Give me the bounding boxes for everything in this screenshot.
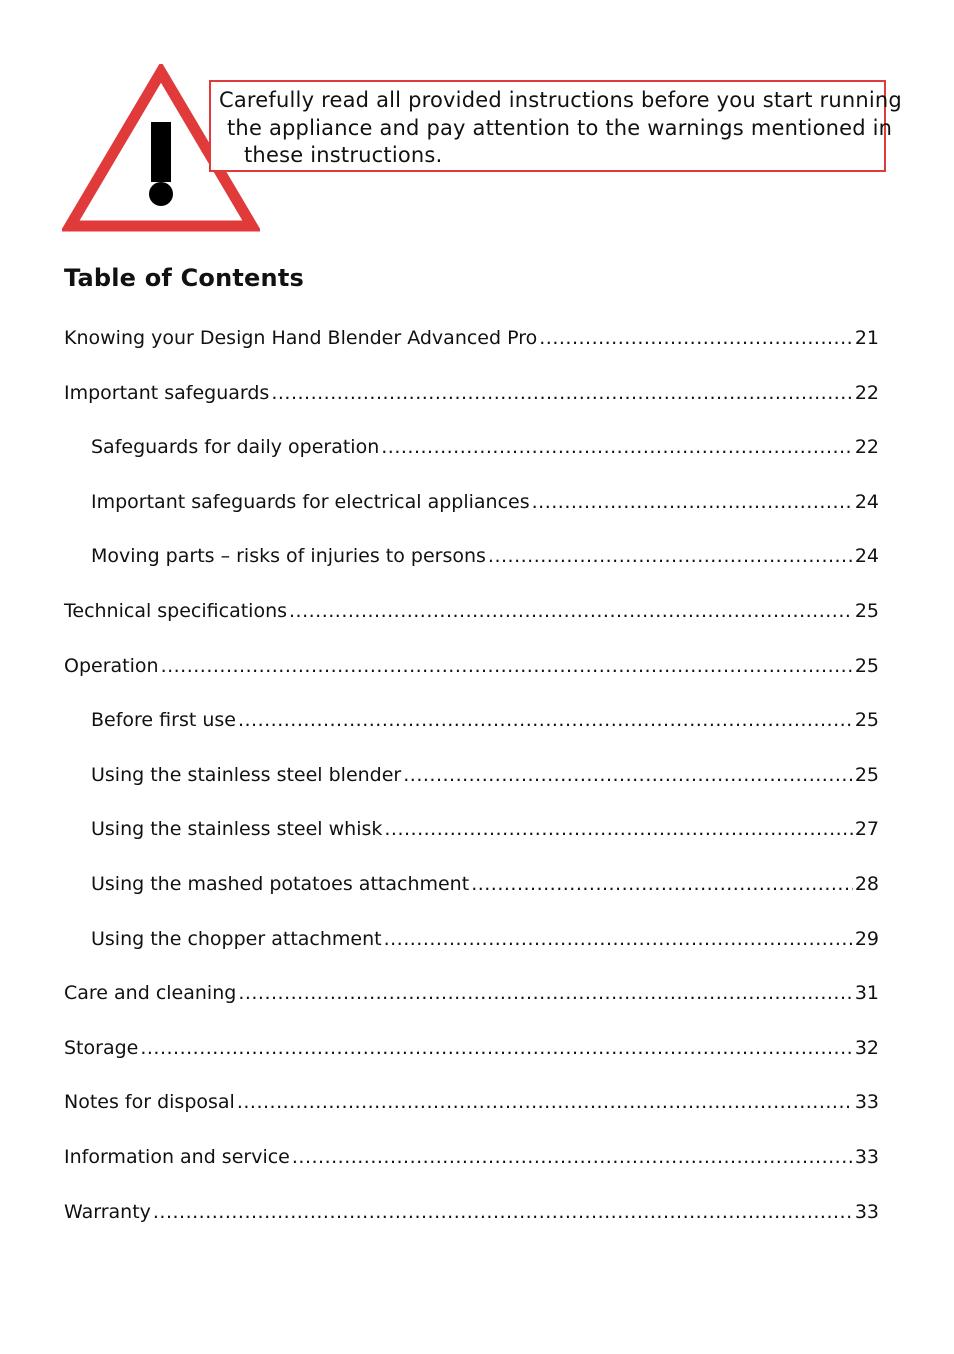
toc-entry-title: Using the chopper attachment <box>91 927 382 950</box>
toc-entry-title: Care and cleaning <box>64 982 237 1005</box>
toc-entry-title: Notes for disposal <box>64 1091 235 1114</box>
toc-leader-dots <box>292 1141 853 1173</box>
toc-leader-dots <box>384 813 852 845</box>
toc-entry-title: Operation <box>64 654 159 677</box>
toc-entry-page: 33 <box>854 1091 879 1114</box>
toc-entry[interactable] <box>64 650 879 705</box>
toc-subentry[interactable] <box>64 486 879 541</box>
toc-entry-title: Before first use <box>91 709 236 732</box>
toc-leader-dots <box>238 977 853 1009</box>
toc-entry-title: Safeguards for daily operation <box>91 436 380 459</box>
toc-entry-page: 27 <box>854 818 879 841</box>
toc-entry[interactable] <box>64 1141 879 1196</box>
toc-entry-page: 25 <box>854 709 879 732</box>
toc-leader-dots <box>532 486 853 518</box>
warning-notice-text <box>219 87 902 170</box>
toc-leader-dots <box>237 1086 853 1118</box>
toc-entry-title: Moving parts – risks of injuries to persons <box>91 545 486 568</box>
toc-entry-page: 25 <box>854 654 879 677</box>
toc-entry-page: 24 <box>854 490 879 513</box>
toc-entry[interactable] <box>64 1032 879 1087</box>
toc-entry-page: 31 <box>854 982 879 1005</box>
toc-leader-dots <box>381 431 853 463</box>
toc-entry[interactable] <box>64 377 879 432</box>
toc-entry-title: Important safeguards for electrical appliances <box>91 490 530 513</box>
toc-leader-dots <box>488 540 853 572</box>
toc-leader-dots <box>271 377 852 409</box>
toc-entry-page: 22 <box>854 436 879 459</box>
toc-subentry[interactable] <box>64 704 879 759</box>
toc-entry-title: Information and service <box>64 1145 290 1168</box>
toc-leader-dots <box>153 1196 853 1228</box>
toc-entry-title: Using the mashed potatoes attachment <box>91 872 470 895</box>
toc-entry-title: Using the stainless steel whisk <box>91 818 383 841</box>
toc-leader-dots <box>384 923 853 955</box>
warning-notice-line: Carefully read all provided instructions before you start running <box>219 88 902 112</box>
toc-entry-page: 21 <box>854 327 879 349</box>
toc-entry[interactable] <box>64 1086 879 1141</box>
exclamation-dot <box>149 182 173 206</box>
toc-entry-title: Storage <box>64 1036 139 1059</box>
toc-leader-dots <box>289 595 853 627</box>
toc-entry-page: 25 <box>854 763 879 786</box>
toc-entry-page: 29 <box>854 927 879 950</box>
toc-subentry[interactable] <box>64 759 879 814</box>
toc-subentry[interactable] <box>64 868 879 923</box>
toc-leader-dots <box>471 868 853 900</box>
toc-entry-page: 32 <box>854 1036 879 1059</box>
toc-entry-page: 28 <box>854 872 879 895</box>
toc-entry-page: 33 <box>854 1200 879 1223</box>
toc-entry-title: Warranty <box>64 1200 151 1223</box>
toc-leader-dots <box>238 704 853 736</box>
toc-leader-dots <box>161 650 853 682</box>
toc-leader-dots <box>403 759 853 791</box>
toc-entry-page: 22 <box>854 381 879 404</box>
toc-entry-page: 25 <box>854 599 879 622</box>
toc-subentry[interactable] <box>64 923 879 978</box>
toc-heading: Table of Contents <box>64 264 304 292</box>
toc-entry[interactable] <box>64 977 879 1032</box>
toc-subentry[interactable] <box>64 540 879 595</box>
toc-entry-title: Technical specifications <box>64 599 288 622</box>
warning-notice-line: these instructions. <box>244 143 443 167</box>
warning-notice-box <box>209 80 902 172</box>
toc-entry[interactable] <box>64 322 879 377</box>
toc-entry[interactable] <box>64 1196 879 1251</box>
toc-entry-title: Knowing your Design Hand Blender Advanced Pro <box>64 327 538 349</box>
toc-subentry[interactable] <box>64 813 879 868</box>
toc-list <box>64 322 879 1250</box>
toc-entry-page: 24 <box>854 545 879 568</box>
toc-leader-dots <box>140 1032 852 1064</box>
toc-entry-title: Important safeguards <box>64 381 270 404</box>
toc-leader-dots <box>539 322 853 354</box>
toc-subentry[interactable] <box>64 431 879 486</box>
exclamation-bar <box>151 122 171 182</box>
toc-entry-page: 33 <box>854 1145 879 1168</box>
toc-entry[interactable] <box>64 595 879 650</box>
warning-notice-line: the appliance and pay attention to the warnings mentioned in <box>227 115 893 140</box>
toc-entry-title: Using the stainless steel blender <box>91 763 402 786</box>
